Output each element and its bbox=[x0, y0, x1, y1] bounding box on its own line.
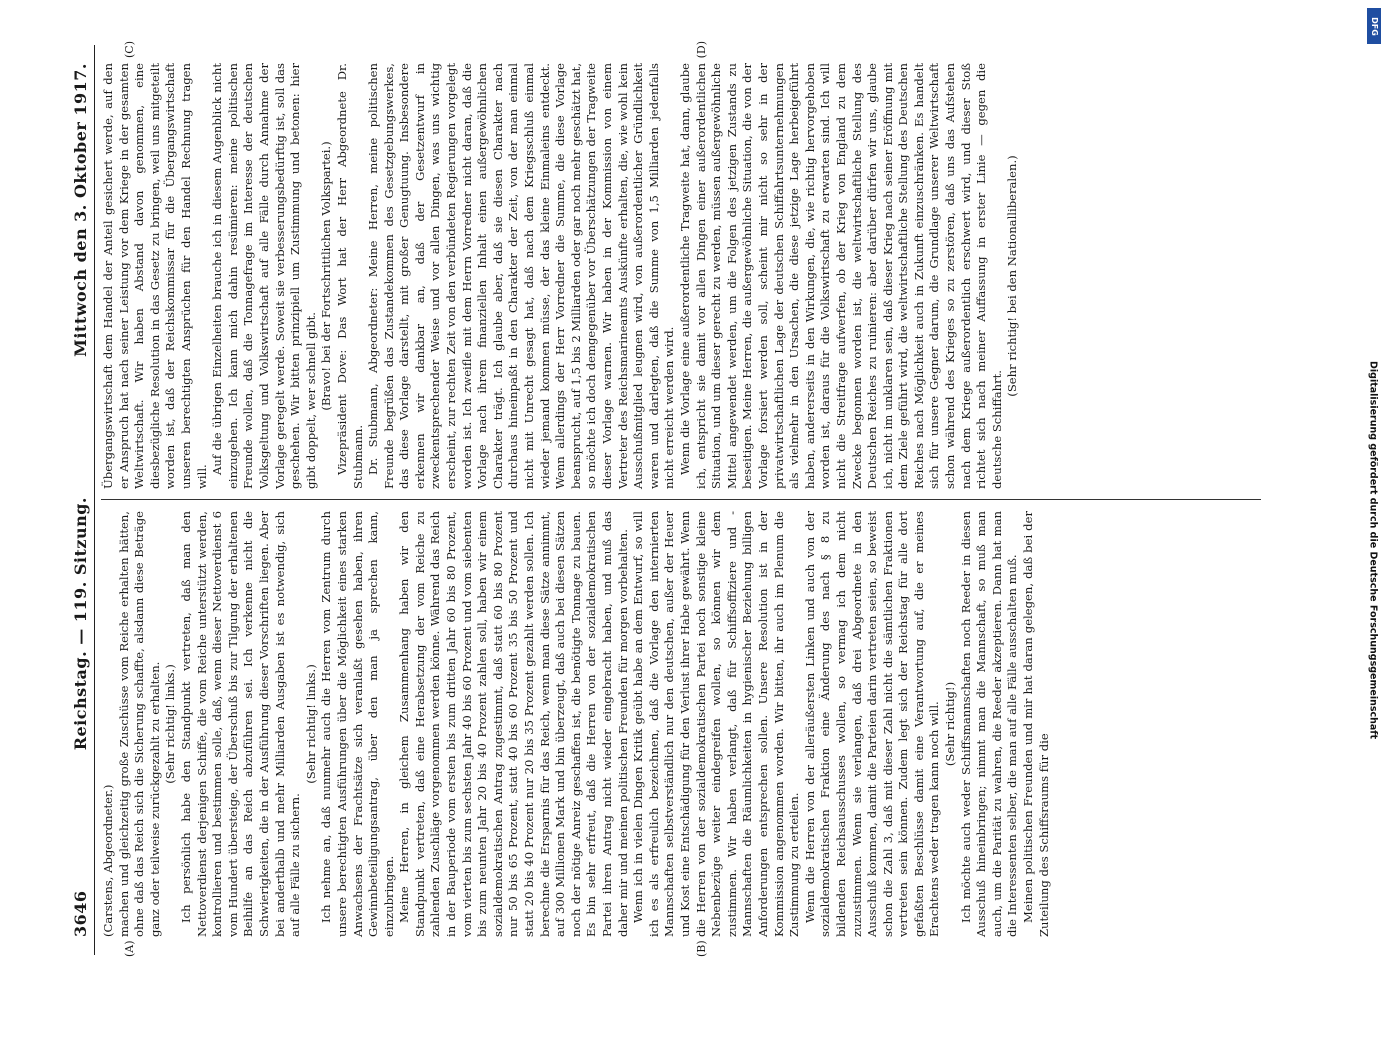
paragraph: Wenn ich in vielen Dingen Kritik geübt habe an dem Entwurf, so will ich es als erfreulich bezeichnen, daß die Vorlage den internierten Mannschaften selbstverständlich nur den deutschen, außer der Heuer und Kost eine Entschädigung für den Verlust ihrer Habe gewährt. Wenn die Herren von der sozialdemokratischen Partei noch sonstige kleine Nebenbezüge weiter eindegreifen wollen, so können wir dem zustimmen. Wir haben verlangt, daß für Schiffsoffiziere und -Mannschaften die Räumlichkeiten in hygienischer Beziehung billigen Anforderungen entsprechen sollen. Unsere Resolution ist in der Kommission angenommen worden. Wir bitten, ihr auch im Plenum die Zustimmung zu erteilen. bbox=[630, 511, 801, 937]
paragraph: Vizepräsident Dove: Das Wort hat der Herr Abgeordnete Dr. Stubmann. bbox=[334, 63, 364, 489]
right-column bbox=[101, 63, 1261, 489]
dfg-logo: DFG bbox=[1367, 8, 1381, 44]
column-divider bbox=[101, 499, 1261, 500]
interjection: (Sehr richtig!) bbox=[942, 681, 957, 767]
session-title: Reichstag. — 119. Sitzung. bbox=[70, 497, 90, 751]
paragraph: Meine Herren, in gleichem Zusammenhang haben wir den Standpunkt vertreten, daß eine Herabsetzung der vom Reiche zu zahlenden Zuschläge vorgenommen werden könne. Während das Reich in der Bauperiode vom ersten bis zum dritten Jahr 60 bis 80 Prozent, vom vierten bis zum sechsten Jahr 40 bis 60 Prozent und vom siebenten bis zum neunten Jahr 20 bis 40 Prozent zahlen soll, haben wir einem sozialdemokratischen Antrag zugestimmt, daß statt 60 bis 80 Prozent nur 50 bis 65 Prozent, statt 40 bis 60 Prozent 35 bis 50 Prozent und statt 20 bis 40 Prozent nur 20 bis 35 Prozent gezahlt werden sollen. Ich berechne die Ersparnis für das Reich, wenn man diese Sätze annimmt, auf 300 Millionen Mark und bin überzeugt, daß auch bei diesen Sätzen noch der nötige Anreiz geschaffen ist, die benötigte Tonnage zu bauen. Es bin sehr erfreut, daß die Herren von der sozialdemokratischen Partei ihren Antrag nicht wieder eingebracht haben, und muß das daher mir und meinen politischen Freunden für morgen vorbehalten. bbox=[396, 511, 630, 937]
paragraph: Auf die übrigen Einzelheiten brauche ich in diesem Augenblick nicht einzugehen. Ich kann mich dahin resümieren: meine politischen Freunde wollen, daß die Tonnagefrage im Interesse der deutschen Volksgeltung und Volkswirtschaft auf alle Fälle durch Annahme der Vorlage geregelt werde. Soweit sie verbesserungsbedürftig ist, soll das geschehen. Wir bitten prinzipiell um Zustimmung und betonen: hier gibt doppelt, wer schnell gibt. bbox=[209, 63, 318, 489]
page-number: 3646 bbox=[70, 890, 90, 937]
digitization-note-text: Digitalisierung gefördert durch die Deutsche Forschungsgemeinschaft bbox=[1367, 361, 1379, 739]
interjection: (Sehr richtig! bei den Nationalliberalen.) bbox=[1004, 155, 1019, 397]
interjection: (Sehr richtig! links.) bbox=[303, 664, 318, 784]
margin-mark-b: (B) bbox=[694, 940, 708, 957]
text-columns bbox=[95, 41, 1261, 957]
margin-mark-a: (A) bbox=[122, 940, 136, 957]
paragraph: (Carstens, Abgeordneter.) bbox=[100, 784, 115, 937]
session-date: Mittwoch den 3. Oktober 1917. bbox=[70, 63, 90, 357]
paragraph: Übergangswirtschaft dem Handel der Anteil gesichert werde, auf den er Anspruch hat nach seiner Leistung vor dem Kriege in der gesamten Weltwirtschaft. Wir haben Abstand davon genommen, eine diesbezügliche Resolution in das Gesetz zu bringen, weil uns mitgeteilt worden ist, daß der Reichskommissar für die Übergangswirtschaft unseren berechtigten Ansprüchen für den Handel Rechnung tragen will. bbox=[100, 63, 209, 489]
paragraph: Wenn die Vorlage eine außerordentliche Tragweite hat, dann, glaube ich, entspricht sie damit vor allen Dingen einer außerordentlichen Situation, und um dieser gerecht zu werden, müssen außergewöhnliche Mittel angewendet werden, um die Folgen des jetzigen Zustands zu beseitigen. Meine Herren, die außergewöhnliche Situation, die von der Vorlage forsiert werden soll, scheint mir nicht so sehr in der privatwirtschaftlichen Lage der deutschen Schiffahrtsunternehmungen als vielmehr in den Ursachen, die diese jetzige Lage herbeigeführt haben, andererseits in den Wirkungen, die, wie richtig hervorgehoben worden ist, daraus für die Volkswirtschaft zu erwarten sind. Ich will nicht die Streitfrage aufwerfen, ob der Krieg von England zu dem Zwecke begonnen worden ist, die weltwirtschaftliche Stellung des Deutschen Reiches zu ruinieren: aber darüber dürfen wir uns, glaube ich, nicht im unklaren sein, daß dieser Krieg nach seiner Eröffnung mit dem Ziele geführt wird, die weltwirtschaftliche Stellung des Deutschen Reiches nach Möglichkeit auch in Zukunft einzuschränken. Es handelt sich für unsere Gegner darum, die Grundlage unserer Weltwirtschaft schon während des Krieges so zu zerstören, daß uns das Aufstehen nach dem Kriege außerordentlich erschwert wird, und dieser Stoß richtet sich nach meiner Auffassung in erster Linie — gegen die deutsche Schiffahrt. bbox=[677, 63, 1004, 489]
paragraph: Meinen politischen Freunden und mir hat daran gelegen, daß bei der Zuteilung des Schiffsraums für die bbox=[1020, 511, 1051, 937]
margin-mark-d: (D) bbox=[694, 41, 708, 59]
paragraph: Dr. Stubmann, Abgeordneter: Meine Herren, meine politischen Freunde begrüßen das Zustandekommen des Gesetzgebungswerkes, das diese Vorlage darstellt, mit großer Genugtuung. Insbesondere erkennen wir dankbar an, daß der Gesetzentwurf in zweckentsprechender Weise und vor allen Dingen, was uns wichtig erscheint, zur rechten Zeit von den verbündeten Regierungen vorgelegt worden ist. Ich zweifle mit dem Herrn Vorredner nicht daran, daß die Vorlage nach ihrem finanziellen Inhalt einen außergewöhnlichen Charakter trägt. Ich glaube aber, daß sie diesen Charakter nach durchaus hineinpaßt in den Charakter der Zeit, von der man einmal nicht mit Unrecht gesagt hat, daß nach dem Kriegsschluß einmal wieder jemand kommen müsse, der das kleine Einmaleins entdeckt. Wenn allerdings der Herr Vorredner die Summe, die diese Vorlage beansprucht, auf 1,5 bis 2 Milliarden oder gar noch mehr geschätzt hat, so möchte ich doch demgegenüber vor Überschätzungen der Tragweite dieser Vorlage warnen. Wir haben in der Kommission von einem Vertreter des Reichsmarineamts Auskünfte erhalten, die, wie wohl kein Ausschußmitglied leugnen wird, von außerordentlicher Gründlichkeit waren und darlegten, daß die Summe von 1,5 Milliarden jedenfalls nicht erreicht werden wird. bbox=[365, 63, 676, 489]
paragraph: Ich nehme an, daß nunmehr auch die Herren vom Zentrum durch unsere berechtigten Ausführungen über die Möglichkeit eines starken Anwachsens der Frachtsätze sich veranlaßt gesehen haben, ihren Gewinnbeteiligungsantrag, über den man ja sprechen kann, einzubringen. bbox=[318, 511, 396, 937]
interjection: (Bravo! bei der Fortschrittlichen Volkspartei.) bbox=[318, 141, 333, 411]
paragraph: Ich möchte auch weder Schiffsmannschaften noch Reeder in diesen Ausschuß hineinbringen; nimmt man die Mannschaft, so muß man auch, um die Parität zu wahren, die Reeder akzeptieren. Dann hat man die Interessenten selber, die man auf alle Fälle ausschalten muß. bbox=[958, 511, 1019, 937]
scanned-page bbox=[67, 35, 1317, 965]
digitization-note bbox=[1365, 60, 1381, 1040]
paragraph: Wenn die Herren von der alleräußersten Linken und auch von der sozialdemokratischen Fraktion eine Änderung des nach § 8 zu bildenden Reichsausschusses wollen, so vermag ich dem nicht zuzustimmen. Wenn sie verlangen, daß drei Abgeordnete in den Ausschuß kommen, damit die Parteien darin vertreten seien, so beweist schon die Zahl 3, daß mit dieser Zahl nicht die sämtlichen Fraktionen vertreten sein können. Zudem legt sich der Reichstag für alle dort gefaßten Beschlüsse damit eine Verantwortung auf, die er meines Erachtens weder tragen kann noch will. bbox=[802, 511, 941, 937]
margin-mark-c: (C) bbox=[122, 41, 136, 58]
left-column bbox=[101, 511, 1261, 937]
paragraph: machen und gleichzeitig große Zuschüsse vom Reiche erhalten hätten, ohne daß das Reich sich die Sicherung schaffte, alsdann diese Beträge ganz oder teilweise zurückgezahlt zu erhalten. bbox=[116, 511, 162, 937]
page-header bbox=[71, 45, 95, 955]
paragraph: Ich persönlich habe den Standpunkt vertreten, daß man den Nettoverdienst derjenigen Schiffe, die vom Reiche unterstützt werden, kontrollieren und bestimmen solle, daß, wenn dieser Nettoverdienst 6 vom Hundert übersteige, der Überschuß bis zur Tilgung der erhaltenen Beihilfe an das Reich abzuführen sei. Ich verkenne nicht die Schwierigkeiten, die in der Ausführung dieser Vorschriften liegen. Aber bei anderthalb und mehr Milliarden Ausgaben ist es notwendig, sich auf alle Fälle zu sichern. bbox=[178, 511, 302, 937]
interjection: (Sehr richtig! links.) bbox=[162, 664, 177, 784]
